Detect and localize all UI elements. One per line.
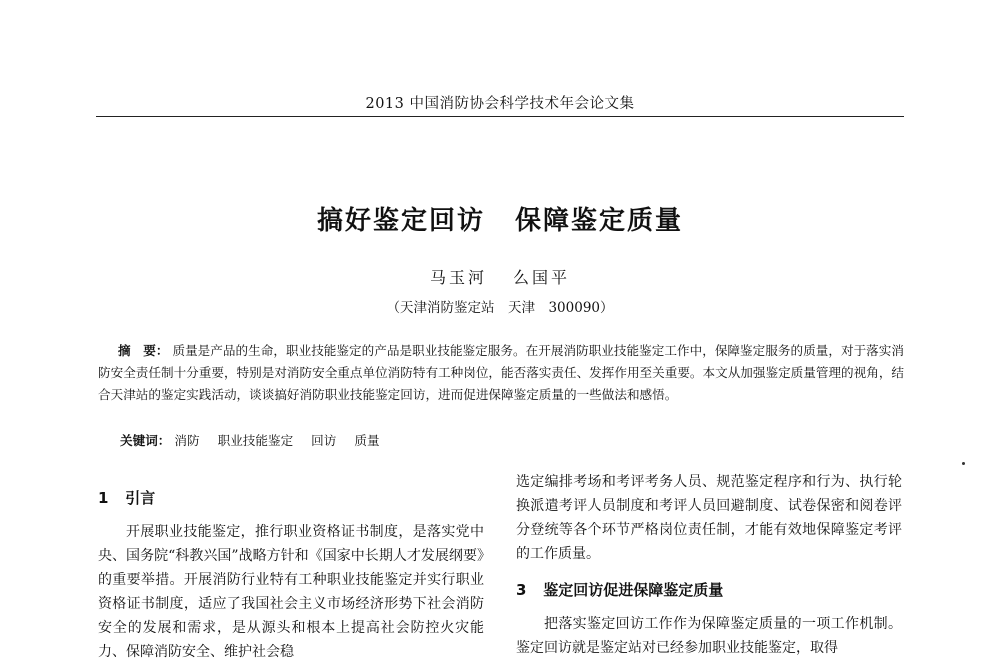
section-1-heading bbox=[98, 486, 484, 510]
header-rule bbox=[96, 116, 904, 117]
keywords bbox=[120, 430, 394, 449]
author-1: 马玉河 bbox=[429, 268, 487, 287]
section-1-number: 1 bbox=[98, 489, 109, 507]
title-part1: 搞好鉴定回访 bbox=[316, 206, 485, 236]
keyword: 消防 bbox=[174, 433, 200, 448]
left-column bbox=[98, 480, 484, 664]
affiliation: （天津消防鉴定站 天津 300090） bbox=[386, 300, 614, 316]
section-3-title: 鉴定回访促进保障鉴定质量 bbox=[543, 581, 724, 599]
author-list bbox=[0, 265, 1000, 288]
keyword: 质量 bbox=[354, 433, 380, 448]
section-1-paragraph: 开展职业技能鉴定，推行职业资格证书制度，是落实党中央、国务院“科教兴国”战略方针和《国家中长期人才发展纲要》的重要举措。开展消防行业特有工种职业技能鉴定并实行职业资格证书制度，适应了我国社会主义市场经济形势下社会消防安全的发展和需求，是从源头和根本上提高社会防控火灾能力、保障消防安全、维护社会稳 bbox=[98, 524, 484, 660]
abstract-label: 摘 要： bbox=[118, 343, 169, 358]
keyword: 职业技能鉴定 bbox=[217, 433, 294, 448]
section-3-paragraph: 把落实鉴定回访工作作为保障鉴定质量的一项工作机制。鉴定回访就是鉴定站对已经参加职业技能鉴定，取得 bbox=[516, 616, 902, 656]
abstract-text: 质量是产品的生命，职业技能鉴定的产品是职业技能鉴定服务。在开展消防职业技能鉴定工作中，保障鉴定服务的质量，对于落实消防安全责任制十分重要，特别是对消防安全重点单位消防特有工种岗位，能否落实责任、发挥作用至关重要。本文从加强鉴定质量管理的视角，结合天津站的鉴定实践活动，谈谈搞好消防职业技能鉴定回访，进而促进保障鉴定质量的一些做法和感悟。 bbox=[98, 343, 905, 402]
paper-title bbox=[0, 200, 1000, 237]
scan-speck bbox=[962, 462, 965, 465]
section-3-heading bbox=[516, 578, 902, 602]
section-1-title: 引言 bbox=[125, 489, 156, 507]
keywords-label: 关键词： bbox=[120, 433, 171, 448]
running-header: 2013 中国消防协会科学技术年会论文集 bbox=[365, 96, 635, 112]
right-column bbox=[516, 470, 902, 660]
section-3-number: 3 bbox=[516, 581, 527, 599]
author-2: 么国平 bbox=[513, 268, 571, 287]
keyword: 回访 bbox=[311, 433, 337, 448]
continued-paragraph: 选定编排考场和考评考务人员、规范鉴定程序和行为、执行轮换派遣考评人员制度和考评人员回避制度、试卷保密和阅卷评分登统等各个环节严格岗位责任制，才能有效地保障鉴定考评的工作质量。 bbox=[516, 474, 902, 562]
abstract bbox=[98, 340, 904, 406]
title-part2: 保障鉴定质量 bbox=[515, 206, 684, 236]
